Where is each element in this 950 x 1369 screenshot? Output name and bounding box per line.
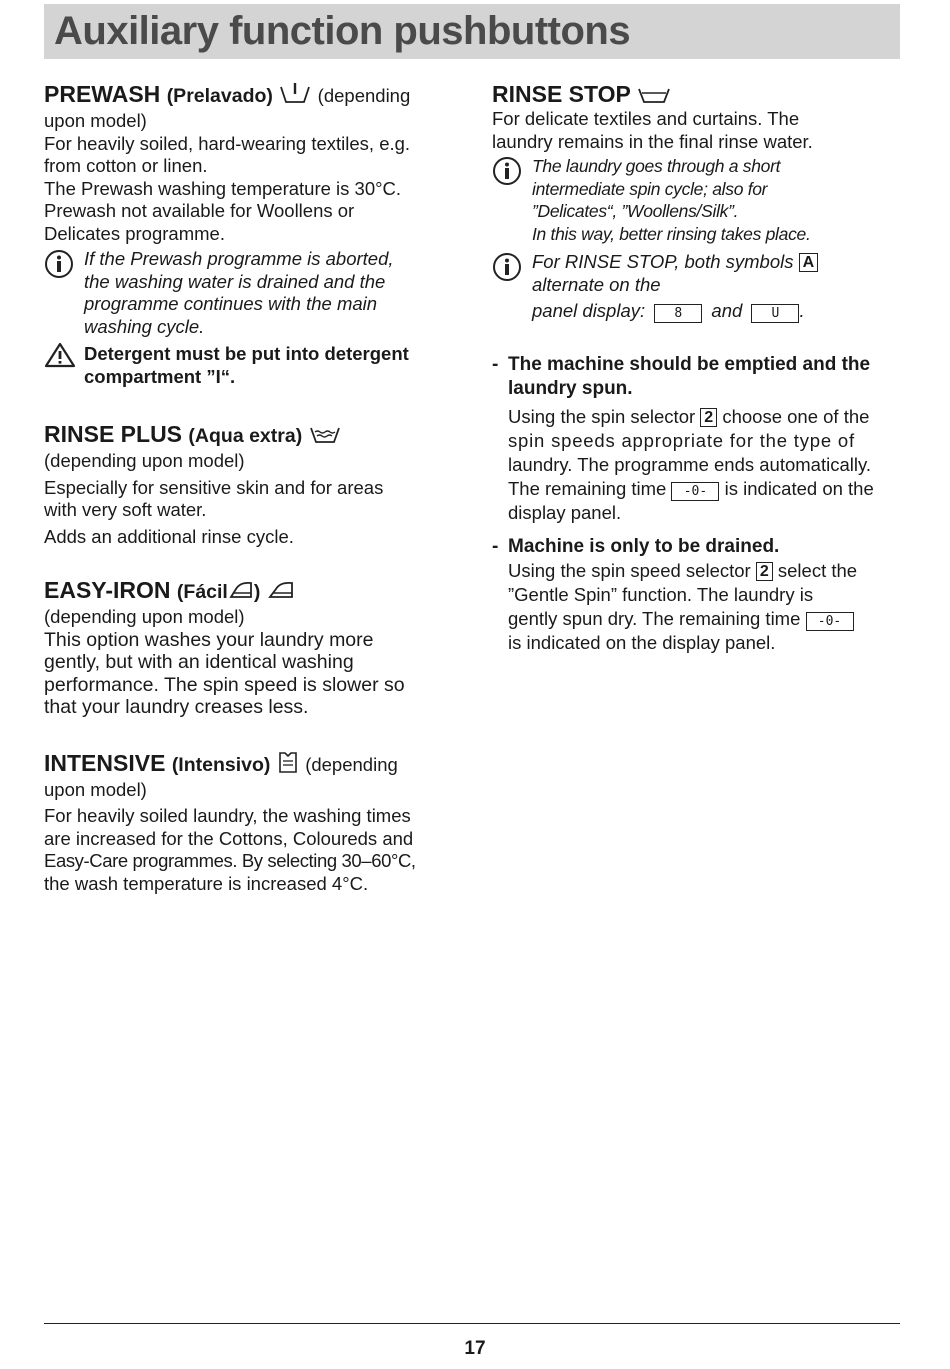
title-bar <box>44 4 900 59</box>
left-column <box>44 80 459 919</box>
prewash-info-note <box>44 248 459 338</box>
rinse-stop-note2-end: . <box>799 300 805 321</box>
intensive-depending: (depending <box>305 753 398 775</box>
prewash-title: PREWASH <box>44 81 161 107</box>
rinse-plus-heading <box>44 420 459 450</box>
remaining-time-display: -0- <box>671 482 719 501</box>
rinse-stop-text-0: For delicate textiles and curtains. The <box>492 108 800 129</box>
rinse-stop-note1-1: intermediate spin cycle; also for <box>532 178 768 199</box>
rinse-stop-note2-line2: alternate on the <box>532 273 661 295</box>
drained-heading: Machine is only to be drained. <box>508 536 780 557</box>
intensive-icon <box>277 750 299 774</box>
right-column <box>492 80 902 655</box>
remaining-time-display-2: -0- <box>806 612 854 631</box>
drained-t2: ”Gentle Spin” function. The laundry is <box>508 584 814 605</box>
easy-iron-title: EASY-IRON <box>44 577 171 603</box>
rinse-stop-tub-icon <box>637 85 671 105</box>
prewash-note-1: the washing water is drained and the <box>84 270 386 292</box>
prewash-note-3: washing cycle. <box>84 315 205 337</box>
rinse-stop-title: RINSE STOP <box>492 81 631 107</box>
drained-instruction <box>492 535 902 655</box>
prewash-note-0: If the Prewash programme is aborted, <box>84 248 394 269</box>
rinse-plus-text-2: Adds an additional rinse cycle. <box>44 525 294 547</box>
intensive-text-0: For heavily soiled laundry, the washing times <box>44 805 411 826</box>
emptied-dash: - <box>492 354 499 375</box>
intensive-subtitle: (Intensivo) <box>171 753 271 776</box>
easy-iron-text-1: gently, but with an identical washing <box>44 651 354 673</box>
spin-speed-selector-box: 2 <box>756 562 773 581</box>
drained-t4: is indicated on the display panel. <box>508 632 776 653</box>
rinse-plus-text-0: Especially for sensitive skin and for areas <box>44 476 384 498</box>
emptied-instruction <box>492 353 902 525</box>
info-icon <box>492 252 522 282</box>
prewash-warning-note <box>44 342 459 388</box>
intensive-heading <box>44 749 459 779</box>
prewash-text-1: from cotton or linen. <box>44 155 208 176</box>
rinse-plus-text-1: with very soft water. <box>44 499 207 520</box>
prewash-text-2: The Prewash washing temperature is 30°C. <box>44 177 402 199</box>
easy-iron-close-paren: ) <box>253 581 261 603</box>
prewash-note-2: programme continues with the main <box>84 293 378 314</box>
drained-t1-post: select the <box>777 560 858 581</box>
rinse-stop-note2-and: and <box>711 300 743 321</box>
emptied-t1-pre: Using the spin selector <box>508 406 696 427</box>
easy-iron-text-2: performance. The spin speed is slower so <box>44 673 405 696</box>
intensive-title: INTENSIVE <box>44 749 166 776</box>
panel-display-symbol-1: 8 <box>654 304 702 323</box>
panel-display-symbol-2: U <box>751 304 799 323</box>
rinse-stop-note1-2: ”Delicates“, ”Woollens/Silk”. <box>532 201 739 221</box>
rinse-stop-section <box>492 80 902 323</box>
emptied-heading-0: The machine should be emptied and the <box>508 354 871 375</box>
rinse-stop-note2-pre: For RINSE STOP, both symbols <box>532 251 794 272</box>
prewash-section <box>44 80 459 388</box>
prewash-tub-icon <box>279 81 311 105</box>
intensive-text-3: the wash temperature is increased 4°C. <box>44 872 369 894</box>
drained-t3-pre: gently spun dry. The remaining time <box>508 608 801 629</box>
spin-selector-box: 2 <box>700 408 717 427</box>
prewash-subtitle: (Prelavado) <box>166 85 273 107</box>
prewash-text-3: Prewash not available for Woollens or <box>44 200 355 221</box>
info-icon <box>44 249 74 279</box>
intensive-text-1: are increased for the Cottons, Coloureds and <box>44 827 414 849</box>
rinse-stop-note2-line3: panel display: <box>532 300 646 321</box>
intensive-model-note: upon model) <box>44 778 147 800</box>
warning-triangle-icon <box>44 342 76 368</box>
symbol-a-box: A <box>799 253 819 272</box>
rinse-stop-heading <box>492 80 902 108</box>
intensive-text-2: Easy-Care programmes. By selecting 30–60°C, <box>44 850 416 871</box>
drained-dash: - <box>492 536 499 557</box>
rinse-plus-subtitle: (Aqua extra) <box>188 425 303 447</box>
prewash-depending: (depending <box>317 85 411 106</box>
rinse-stop-note1-0: The laundry goes through a short <box>532 156 781 176</box>
info-icon <box>492 156 522 186</box>
rinse-stop-info-note-2 <box>492 251 902 323</box>
intensive-section <box>44 749 459 896</box>
emptied-t1-post: choose one of the <box>722 406 870 427</box>
page-title: Auxiliary function pushbuttons <box>54 9 631 53</box>
emptied-t4-post: is indicated on the <box>724 478 874 499</box>
drained-t1-pre: Using the spin speed selector <box>508 560 751 581</box>
easy-iron-text-3: that your laundry creases less. <box>44 696 309 718</box>
footer-divider <box>44 1323 900 1324</box>
emptied-t2: spin speeds appropriate for the type of <box>508 430 855 451</box>
rinse-plus-tub-icon <box>309 423 341 445</box>
easy-iron-heading <box>44 576 459 606</box>
rinse-plus-model-note: (depending upon model) <box>44 450 245 471</box>
rinse-plus-section <box>44 420 459 548</box>
prewash-text-4: Delicates programme. <box>44 222 225 244</box>
rinse-stop-info-note-1 <box>492 155 902 245</box>
emptied-t4-pre: The remaining time <box>508 478 667 499</box>
prewash-warning-1: compartment ”I“. <box>84 366 236 387</box>
easy-iron-section <box>44 576 459 719</box>
prewash-heading <box>44 80 459 110</box>
emptied-heading-1: laundry spun. <box>508 378 633 399</box>
easy-iron-text-0: This option washes your laundry more <box>44 628 374 651</box>
prewash-model-note: upon model) <box>44 110 147 131</box>
emptied-t5: display panel. <box>508 502 622 523</box>
rinse-plus-title: RINSE PLUS <box>44 421 183 447</box>
easy-iron-subtitle: (Fácil <box>176 581 228 603</box>
rinse-stop-text-1: laundry remains in the final rinse water. <box>492 130 813 152</box>
emptied-t3: laundry. The programme ends automatically. <box>508 454 871 475</box>
prewash-warning-0: Detergent must be put into detergent <box>84 343 409 364</box>
page-number: 17 <box>464 1338 486 1359</box>
easy-iron-icon <box>228 579 254 601</box>
easy-iron-icon <box>267 579 295 601</box>
rinse-stop-note1-3: In this way, better rinsing takes place. <box>532 223 811 244</box>
prewash-text-0: For heavily soiled, hard-wearing textiles, e.g. <box>44 132 411 154</box>
easy-iron-model-note: (depending upon model) <box>44 606 245 627</box>
